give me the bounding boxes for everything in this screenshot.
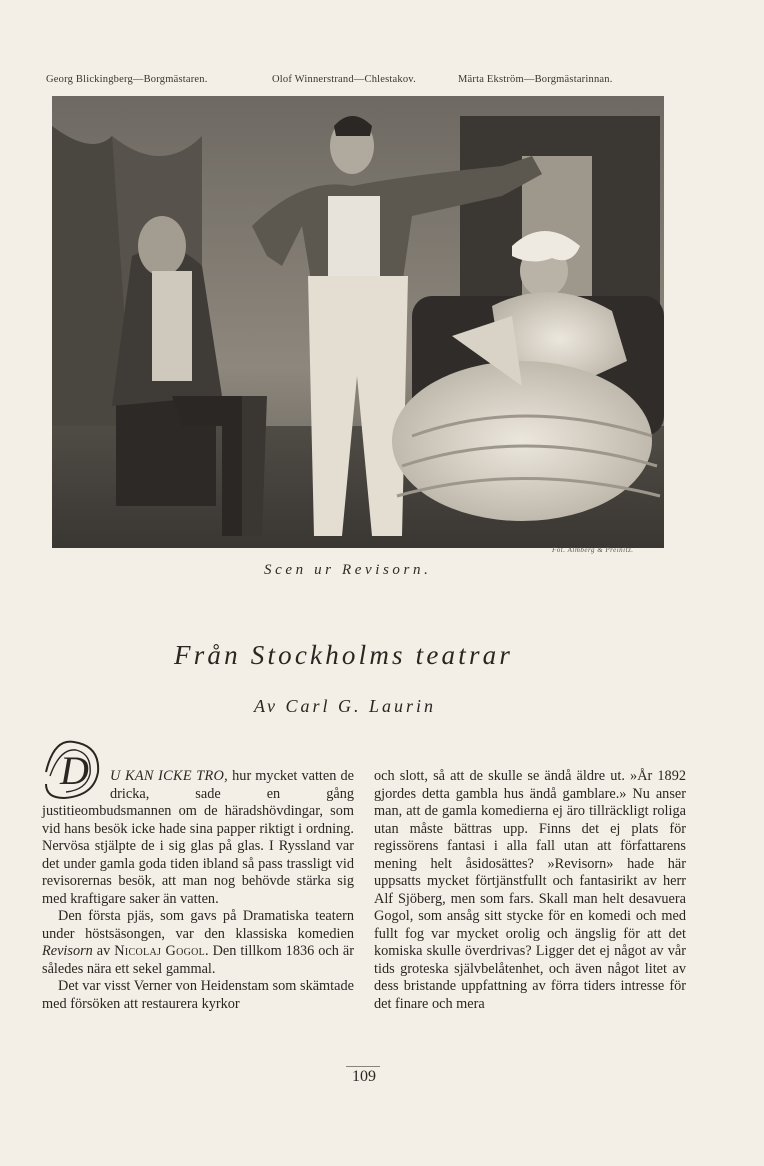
lead-text: U KAN ICKE TRO, xyxy=(110,768,229,784)
photo-caption-center: Olof Winnerstrand—Chlestakov. xyxy=(272,74,416,85)
paragraph-2 xyxy=(42,908,354,978)
paragraph-1 xyxy=(42,748,354,908)
paragraph-3: Det var visst Verner von Heidenstam som skämtade med försöken att restaurera kyrkor xyxy=(42,978,354,1012)
paragraph-2-before: Den första pjäs, som gavs på Dramatiska teatern under höstsäsongen, var den klassiska komedien xyxy=(42,908,354,942)
paragraph-2-mid: av xyxy=(92,943,115,959)
stage-photograph xyxy=(52,96,664,548)
article-column-left xyxy=(42,748,354,1013)
play-title: Revisorn xyxy=(42,943,93,959)
scene-caption: Scen ur Revisorn. xyxy=(264,562,432,578)
paragraph-2-after: . Den tillkom 1836 och är således nära ett sekel gammal. xyxy=(42,943,354,977)
page-number-rule xyxy=(346,1066,380,1067)
page-number: 109 xyxy=(352,1068,376,1085)
photo-credit: Fot. Almberg & Preinitz. xyxy=(552,546,634,554)
photo-caption-right: Märta Ekström—Borgmästarinnan. xyxy=(458,74,613,85)
paragraph-1-text: hur mycket vatten de dricka, sade en gång justitieombudsmannen om de häradshövdingar, som vid hans besök icke hade sina papper riktigt i ordning. Nervösa stjälpte de i sig glas på glas. I Ryssland var det under gamla goda tiden ibland så pass trassligt vid revisorernas besök, att man nog behövde stärka sig med kraftigare saker än vatten. xyxy=(42,768,354,907)
dropcap-letter: D xyxy=(60,748,89,793)
article-title: Från Stockholms teatrar xyxy=(174,640,514,670)
author-name: Nicolaj Gogol xyxy=(114,943,206,959)
article-column-right xyxy=(374,768,686,1013)
dropcap-ornament xyxy=(40,732,104,802)
photo-caption-left: Georg Blickingberg—Borgmästaren. xyxy=(46,74,208,85)
article-byline: Av Carl G. Laurin xyxy=(254,696,437,716)
paragraph-right: och slott, så att de skulle se ändå äldre ut. »År 1892 gjordes detta gambla hus ändå gamblare.» Nu anser man, att de gamla komedierna ej äro tillräckligt roliga utan måste bättras upp. Finns det ej plats för regissörens fantasi i alla fall utan att författarens mening helt åsidosättes? »Revisorn» hade här uppsatts mycket förtjänstfullt och fantasirikt av herr Alf Sjöberg, men som fars. Skall man helt desavuera Gogol, som ansåg sitt stycke för en komedi och med fullt fog var mycket orolig och ängslig för att det komiska skulle överdrivas? Ligger det ej något av vår tids groteska självbelåtenhet, och även något litet av dess bristande uppfattning av förra tiders intresse för det finare och mera xyxy=(374,768,686,1012)
